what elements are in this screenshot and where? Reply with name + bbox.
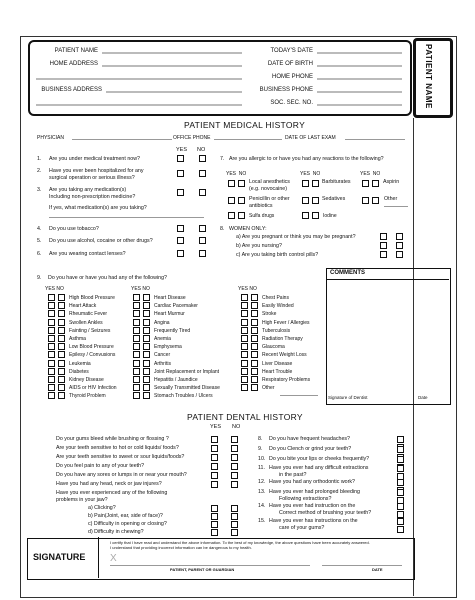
condition-3-11-no[interactable]	[251, 384, 258, 391]
condition-1-7-no[interactable]	[58, 351, 65, 358]
dental-right-num-7: 15.	[258, 518, 266, 524]
dental-left-q3-yes[interactable]	[211, 454, 218, 461]
penicillin-yes[interactable]	[228, 197, 235, 204]
condition-2-0-yes[interactable]	[133, 294, 140, 301]
other-allergy-yes[interactable]	[362, 197, 369, 204]
condition-3-8-no[interactable]	[251, 360, 258, 367]
q2-text-1: Have you ever been hospitalized for any	[49, 168, 144, 174]
dental-right-q-4: Have you had any orthodontic work?	[269, 479, 355, 485]
condition-1-1-yes[interactable]	[48, 302, 55, 309]
q3-yes-checkbox[interactable]	[177, 189, 184, 196]
q3-text-1: Are you taking any medication(s)	[49, 187, 127, 193]
q7-text: Are you allergic to or have you had any reactions to the following?	[229, 156, 384, 162]
condition-3-5-yes[interactable]	[241, 335, 248, 342]
condition-3-10-yes[interactable]	[241, 376, 248, 383]
certify-text-1: I certify that I have read and understand the above information. To the best of my knowledge, the above questions have been accurately answered.	[110, 540, 370, 545]
condition-1-10-label: Kidney Disease	[69, 377, 104, 383]
condition-1-7-yes[interactable]	[48, 351, 55, 358]
dental-left-q2-yes[interactable]	[211, 445, 218, 452]
condition-2-8-no[interactable]	[143, 360, 150, 367]
business-address-field[interactable]	[106, 91, 242, 93]
cond-no-2: NO	[142, 286, 150, 292]
condition-2-11-no[interactable]	[143, 384, 150, 391]
q2-no-checkbox[interactable]	[199, 170, 206, 177]
condition-2-8-label: Arthritis	[154, 360, 171, 367]
q1-text: Are you under medical treatment now?	[49, 156, 140, 162]
condition-2-10-no[interactable]	[143, 376, 150, 383]
comments-box[interactable]	[326, 268, 451, 405]
dental-right-q-6-no[interactable]	[397, 511, 404, 518]
last-exam-field[interactable]	[345, 139, 405, 140]
medical-history-title: PATIENT MEDICAL HISTORY	[184, 120, 306, 130]
q6-text: Are you wearing contact lenses?	[49, 251, 126, 257]
condition-2-12-label: Stomach Troubles / Ulcers	[154, 393, 213, 400]
patient-name-field[interactable]	[102, 52, 242, 54]
condition-3-6-yes[interactable]	[241, 343, 248, 350]
q6-no-checkbox[interactable]	[199, 250, 206, 257]
condition-2-4-yes[interactable]	[133, 327, 140, 334]
condition-2-9-no[interactable]	[143, 368, 150, 375]
condition-3-6-no[interactable]	[251, 343, 258, 350]
dental-right-q-6: Have you ever had instruction on the	[269, 503, 356, 509]
dental-left-sub-3: d) Difficulty in chewing?	[88, 529, 144, 535]
allergy-iodine: Iodine	[323, 213, 337, 219]
cond-yes-2: YES	[131, 286, 142, 292]
condition-1-0-yes[interactable]	[48, 294, 55, 301]
dental-left-q4-yes[interactable]	[211, 463, 218, 470]
condition-2-9-label: Joint Replacement or Implant	[154, 368, 220, 375]
signature-line-label: PATIENT, PARENT OR GUARDIAN	[170, 567, 235, 572]
q4-yes-checkbox[interactable]	[177, 225, 184, 232]
dental-yes-header: YES	[210, 424, 222, 430]
dental-right-q-7: Have you ever has instructions on the	[269, 518, 358, 524]
condition-2-4-no[interactable]	[143, 327, 150, 334]
condition-1-2-yes[interactable]	[48, 310, 55, 317]
condition-1-5-no[interactable]	[58, 335, 65, 342]
dental-left-sub-0-yes[interactable]	[211, 505, 218, 512]
side-tab-label: PATIENT NAME	[424, 44, 433, 109]
condition-2-12-yes[interactable]	[133, 392, 140, 399]
condition-2-5-no[interactable]	[143, 335, 150, 342]
office-phone-field[interactable]	[214, 139, 282, 140]
date-of-birth-field[interactable]	[317, 65, 402, 67]
physician-field[interactable]	[72, 139, 172, 140]
condition-1-4-no[interactable]	[58, 327, 65, 334]
condition-2-0-no[interactable]	[143, 294, 150, 301]
condition-2-5-yes[interactable]	[133, 335, 140, 342]
q9-text: Do you have or have you had any of the following?	[48, 275, 167, 281]
condition-1-6-label: Low Blood Pressure	[69, 344, 114, 351]
business-address-label: BUSINESS ADDRESS	[41, 87, 102, 93]
q6-yes-checkbox[interactable]	[177, 250, 184, 257]
barbiturates-no[interactable]	[312, 180, 319, 187]
condition-3-1-no[interactable]	[251, 302, 258, 309]
dental-right-num-4: 12.	[258, 479, 266, 485]
dental-right-q-5: Have you ever had prolonged bleeding	[269, 489, 360, 495]
dental-left-sub-1-no[interactable]	[231, 513, 238, 520]
q8b-no[interactable]	[396, 242, 403, 249]
allergy-other: Other	[384, 196, 398, 202]
dental-left-sub-1: b) Pain(Joint, ear, side of face)?	[88, 513, 163, 519]
office-phone-label: OFFICE PHONE	[173, 135, 211, 141]
sedatives-no[interactable]	[312, 197, 319, 204]
iodine-no[interactable]	[312, 212, 319, 219]
condition-3-10-label: Respiratory Problems	[262, 377, 311, 383]
comments-divider	[326, 279, 449, 280]
allergy-yes-1: YES	[226, 171, 237, 177]
allergy-no-2: NO	[312, 171, 321, 177]
condition-1-7-label: Epilesy / Convusions	[69, 352, 116, 359]
condition-1-6-no[interactable]	[58, 343, 65, 350]
aspirin-yes[interactable]	[362, 180, 369, 187]
home-address-label: HOME ADDRESS	[49, 61, 98, 67]
no-header: NO	[197, 147, 206, 153]
dental-left-q5: Do you have any sores or lumps in or near your mouth?	[56, 472, 187, 478]
condition-2-11-yes[interactable]	[133, 384, 140, 391]
allergy-yes-2: YES	[300, 171, 311, 177]
condition-3-2-no[interactable]	[251, 310, 258, 317]
dental-left-sub-2-no[interactable]	[231, 521, 238, 528]
condition-1-12-yes[interactable]	[48, 392, 55, 399]
dental-right-q-5-b: Following extractions?	[279, 496, 332, 502]
soc-sec-label: SOC. SEC. NO.	[270, 100, 313, 106]
cond-yes-3: YES	[238, 286, 249, 292]
condition-1-8-yes[interactable]	[48, 360, 55, 367]
q8b-text: b) Are you nursing?	[236, 243, 282, 249]
dental-left-sub-3-yes[interactable]	[211, 529, 218, 536]
dental-right-q-5-yes[interactable]	[397, 489, 404, 496]
q1-yes-checkbox[interactable]	[177, 155, 184, 162]
condition-1-9-label: Diabetes	[69, 368, 89, 375]
q3-text-3: If yes, what medication(s) are you taking?	[49, 205, 147, 211]
dental-left-q4: Do you feel pain to any of your teeth?	[56, 463, 145, 469]
condition-2-0-label: Heart Disease	[154, 295, 186, 301]
condition-3-3-no[interactable]	[251, 319, 258, 326]
dental-left-q3: Are your teeth sensitive to sweet or sour liquids/foods?	[56, 454, 185, 460]
condition-2-1-label: Cardiac Pacemaker	[154, 303, 198, 310]
condition-1-4-yes[interactable]	[48, 327, 55, 334]
dental-left-sub-1-yes[interactable]	[211, 513, 218, 520]
cond-no-1: NO	[56, 286, 64, 292]
medication-field[interactable]	[49, 217, 204, 218]
allergy-no-3: NO	[372, 171, 381, 177]
condition-3-1-label: Easily Winded	[262, 303, 294, 310]
condition-3-0-label: Chest Pains	[262, 295, 289, 301]
condition-2-6-yes[interactable]	[133, 343, 140, 350]
dental-right-q-3-b: in the past?	[279, 472, 307, 478]
yes-header: YES	[176, 147, 188, 153]
comments-label: COMMENTS	[330, 270, 365, 276]
dental-right-num-3: 11.	[258, 465, 265, 471]
condition-3-3-label: High Fever / Allergies	[262, 319, 310, 326]
physician-label: PHYSICIAN	[37, 135, 64, 141]
dental-no-header: NO	[232, 424, 241, 430]
condition-3-4-label: Tuberculosis	[262, 327, 291, 334]
q3-no-checkbox[interactable]	[199, 189, 206, 196]
condition-3-7-label: Recent Weight Loss	[262, 352, 307, 359]
allergy-yes-3: YES	[360, 171, 371, 177]
dental-left-q5-no[interactable]	[231, 472, 238, 479]
dental-right-q-0: Do you have frequent headaches?	[269, 436, 350, 442]
q2-yes-checkbox[interactable]	[177, 170, 184, 177]
condition-2-7-no[interactable]	[143, 351, 150, 358]
patient-name-tab	[413, 38, 453, 118]
sulfa-no[interactable]	[238, 212, 245, 219]
dental-right-num-6: 14.	[258, 503, 266, 509]
condition-3-7-no[interactable]	[251, 351, 258, 358]
dental-right-q-2: Do you bite your lips or cheeks frequently?	[269, 456, 370, 462]
allergy-pen-2: antibiotics	[249, 203, 273, 209]
home-address-field-2[interactable]	[36, 78, 242, 80]
condition-other-field[interactable]	[280, 395, 318, 396]
dental-left-sub-2: c) Difficulty in opening or closing?	[88, 521, 167, 527]
dental-left-q1-yes[interactable]	[211, 436, 218, 443]
home-phone-label: HOME PHONE	[271, 74, 313, 80]
dental-right-q-1-yes[interactable]	[397, 446, 404, 453]
dental-left-q1: Do your gums bleed while brushing or flossing ?	[56, 436, 169, 442]
q8b-yes[interactable]	[380, 242, 387, 249]
dental-right-q-3: Have you ever had any difficult extractions	[269, 465, 369, 471]
q5-no-checkbox[interactable]	[199, 237, 206, 244]
dental-right-q-2-yes[interactable]	[397, 456, 404, 463]
condition-3-3-yes[interactable]	[241, 319, 248, 326]
dental-left-q1-no[interactable]	[231, 436, 238, 443]
condition-3-1-yes[interactable]	[241, 302, 248, 309]
condition-2-1-no[interactable]	[143, 302, 150, 309]
condition-1-12-label: Thyroid Problem	[69, 393, 106, 400]
todays-date-field[interactable]	[317, 52, 402, 54]
dental-left-sub-0-no[interactable]	[231, 505, 238, 512]
local-anesthetics-yes[interactable]	[228, 180, 235, 187]
business-phone-label: BUSINESS PHONE	[259, 87, 313, 93]
condition-2-3-no[interactable]	[143, 319, 150, 326]
q5-text: Do you use alcohol, cocaine or other drugs?	[49, 238, 153, 244]
condition-3-7-yes[interactable]	[241, 351, 248, 358]
condition-2-6-label: Emphysema	[154, 344, 182, 351]
allergy-aspirin: Aspirin	[383, 179, 400, 185]
condition-1-10-yes[interactable]	[48, 376, 55, 383]
signature-line[interactable]	[110, 565, 310, 566]
condition-2-6-no[interactable]	[143, 343, 150, 350]
condition-1-0-label: High Blood Pressure	[69, 295, 115, 301]
soc-sec-field[interactable]	[317, 104, 402, 106]
cond-yes-1: YES	[45, 286, 56, 292]
condition-3-9-label: Heart Trouble	[262, 368, 293, 375]
certify-text-2: I understand that providing incorrect information can be dangerous to my health.	[110, 545, 252, 550]
condition-1-3-yes[interactable]	[48, 319, 55, 326]
dental-left-q3-no[interactable]	[231, 454, 238, 461]
dental-left-q2-no[interactable]	[231, 445, 238, 452]
dental-right-q-0-yes[interactable]	[397, 436, 404, 443]
other-allergy-no[interactable]	[372, 197, 379, 204]
dental-left-q6: Have you had any head, neck or jaw injures?	[56, 481, 162, 487]
dental-right-q-7-no[interactable]	[397, 526, 404, 533]
q8c-text: c) Are you taking birth control pills?	[236, 252, 319, 258]
allergy-barb: Barbiturates	[322, 179, 351, 185]
sedatives-yes[interactable]	[302, 197, 309, 204]
condition-3-2-label: Stroke	[262, 311, 277, 318]
condition-3-10-no[interactable]	[251, 376, 258, 383]
condition-1-6-yes[interactable]	[48, 343, 55, 350]
dental-right-q-7-yes[interactable]	[397, 518, 404, 525]
dental-left-q5-yes[interactable]	[211, 472, 218, 479]
business-phone-field[interactable]	[317, 91, 402, 93]
condition-3-4-yes[interactable]	[241, 327, 248, 334]
dental-left-q2: Are your teeth sensitive to hot or cold liquids/ foods?	[56, 445, 179, 451]
last-exam-label: DATE OF LAST EXAM	[285, 135, 336, 141]
dental-right-q-6-b: Correct method of brushing your teeth?	[279, 510, 372, 516]
dental-right-q-6-yes[interactable]	[397, 503, 404, 510]
condition-1-1-label: Heart Attack	[69, 303, 97, 310]
dental-left-sub-0: a) Clicking?	[88, 505, 116, 511]
dental-left-q6-yes[interactable]	[211, 481, 218, 488]
condition-1-11-no[interactable]	[58, 384, 65, 391]
signature-date-label: DATE	[372, 567, 383, 572]
q1-no-checkbox[interactable]	[199, 155, 206, 162]
allergy-local-2: (e.g. novocaine)	[249, 186, 287, 192]
dental-left-sub-2-yes[interactable]	[211, 521, 218, 528]
dental-right-num-1: 9.	[258, 446, 263, 452]
aspirin-no[interactable]	[372, 180, 379, 187]
dental-right-num-5: 13.	[258, 489, 266, 495]
condition-1-5-yes[interactable]	[48, 335, 55, 342]
condition-2-4-label: Frequently Tired	[154, 327, 191, 334]
dentist-signature-label: Signature of Dentist	[328, 395, 368, 400]
signature-divider	[98, 537, 99, 578]
allergy-no-1: NO	[238, 171, 247, 177]
condition-3-0-yes[interactable]	[241, 294, 248, 301]
other-allergy-field[interactable]	[384, 206, 408, 207]
q8-text: WOMEN ONLY:	[229, 226, 267, 232]
penicillin-no[interactable]	[238, 197, 245, 204]
condition-2-2-label: Heart Murmur	[154, 311, 185, 318]
q8c-yes[interactable]	[380, 251, 387, 258]
condition-1-1-no[interactable]	[58, 302, 65, 309]
condition-1-9-no[interactable]	[58, 368, 65, 375]
q8a-text: a) Are you pregnant or think you may be pregnant?	[236, 234, 356, 240]
allergy-sed: Sedatives	[322, 196, 346, 202]
condition-1-2-no[interactable]	[58, 310, 65, 317]
condition-2-7-label: Cancer	[154, 352, 171, 359]
dentist-date-label: Date	[418, 395, 428, 400]
q5-yes-checkbox[interactable]	[177, 237, 184, 244]
condition-2-9-yes[interactable]	[133, 368, 140, 375]
condition-3-11-label: Other	[262, 385, 275, 392]
q2-text-2: surgical operation or serious illness?	[49, 175, 135, 181]
date-of-birth-label: DATE OF BIRTH	[267, 61, 313, 67]
condition-2-3-label: Angina	[154, 319, 170, 326]
condition-3-4-no[interactable]	[251, 327, 258, 334]
condition-1-11-yes[interactable]	[48, 384, 55, 391]
condition-2-11-label: Sexually Transmitted Disease	[154, 385, 220, 392]
iodine-yes[interactable]	[302, 212, 309, 219]
allergy-pen-1: Penicillin or other	[249, 196, 290, 202]
dental-right-q-3-yes[interactable]	[397, 465, 404, 472]
condition-3-9-no[interactable]	[251, 368, 258, 375]
signature-date-line[interactable]	[322, 565, 402, 566]
dental-right-q-7-b: care of your gums?	[279, 525, 325, 531]
condition-3-9-yes[interactable]	[241, 368, 248, 375]
local-anesthetics-no[interactable]	[238, 180, 245, 187]
condition-3-6-label: Glaucoma	[262, 344, 285, 351]
condition-2-7-yes[interactable]	[133, 351, 140, 358]
todays-date-label: TODAY'S DATE	[270, 48, 313, 54]
condition-1-9-yes[interactable]	[48, 368, 55, 375]
q4-text: Do you use tobacco?	[49, 226, 99, 232]
q4-no-checkbox[interactable]	[199, 225, 206, 232]
signature-label: SIGNATURE	[33, 552, 86, 562]
dental-left-q4-no[interactable]	[231, 463, 238, 470]
dental-left-sub-3-no[interactable]	[231, 529, 238, 536]
cond-no-3: NO	[249, 286, 257, 292]
condition-1-3-no[interactable]	[58, 319, 65, 326]
dental-right-q-1: Do you Clench or grind your teeth?	[269, 446, 352, 452]
condition-3-5-label: Radiation Therapy	[262, 336, 303, 342]
patient-name-label: PATIENT NAME	[54, 48, 98, 54]
condition-1-10-no[interactable]	[58, 376, 65, 383]
condition-2-2-yes[interactable]	[133, 310, 140, 317]
q8a-no[interactable]	[396, 233, 403, 240]
allergy-local-1: Local anesthetics	[249, 179, 290, 185]
condition-3-8-label: Liver Disease	[262, 360, 293, 367]
condition-1-4-label: Fainting / Seizures	[69, 327, 111, 334]
condition-2-12-no[interactable]	[143, 392, 150, 399]
home-phone-field[interactable]	[317, 78, 402, 80]
condition-1-12-no[interactable]	[58, 392, 65, 399]
dental-history-title: PATIENT DENTAL HISTORY	[187, 412, 303, 422]
dental-right-num-0: 8.	[258, 436, 263, 442]
business-address-field-2[interactable]	[36, 104, 242, 106]
condition-1-0-no[interactable]	[58, 294, 65, 301]
q3-text-2: Including non-prescription medicine?	[49, 194, 136, 200]
condition-2-10-yes[interactable]	[133, 376, 140, 383]
condition-2-3-yes[interactable]	[133, 319, 140, 326]
condition-1-5-label: Asthma	[69, 336, 86, 342]
dental-left-q7a: Have you ever experienced any of the following	[56, 490, 168, 496]
condition-1-3-label: Swollen Ankles	[69, 319, 103, 326]
condition-3-11-yes[interactable]	[241, 384, 248, 391]
condition-1-8-no[interactable]	[58, 360, 65, 367]
condition-3-8-yes[interactable]	[241, 360, 248, 367]
barbiturates-yes[interactable]	[302, 180, 309, 187]
allergy-sulfa: Sulfa drugs	[249, 213, 275, 219]
home-address-field[interactable]	[102, 65, 242, 67]
dental-left-q6-no[interactable]	[231, 481, 238, 488]
condition-3-2-yes[interactable]	[241, 310, 248, 317]
q8a-yes[interactable]	[380, 233, 387, 240]
condition-3-0-no[interactable]	[251, 294, 258, 301]
condition-2-1-yes[interactable]	[133, 302, 140, 309]
condition-3-5-no[interactable]	[251, 335, 258, 342]
q8c-no[interactable]	[396, 251, 403, 258]
sulfa-yes[interactable]	[228, 212, 235, 219]
condition-1-2-label: Rheumatic Fever	[69, 311, 108, 318]
condition-1-8-label: Leukemia	[69, 360, 91, 367]
condition-2-2-no[interactable]	[143, 310, 150, 317]
dental-left-q7b: problems in your jaw?	[56, 497, 108, 503]
condition-2-5-label: Anemia	[154, 336, 171, 342]
condition-2-10-label: Hepatitis / Jaundice	[154, 377, 198, 383]
condition-1-11-label: AIDS or HIV Infection	[69, 385, 117, 392]
dental-right-q-4-yes[interactable]	[397, 479, 404, 486]
signature-x: X	[110, 553, 117, 564]
dental-right-num-2: 10.	[258, 456, 266, 462]
condition-2-8-yes[interactable]	[133, 360, 140, 367]
